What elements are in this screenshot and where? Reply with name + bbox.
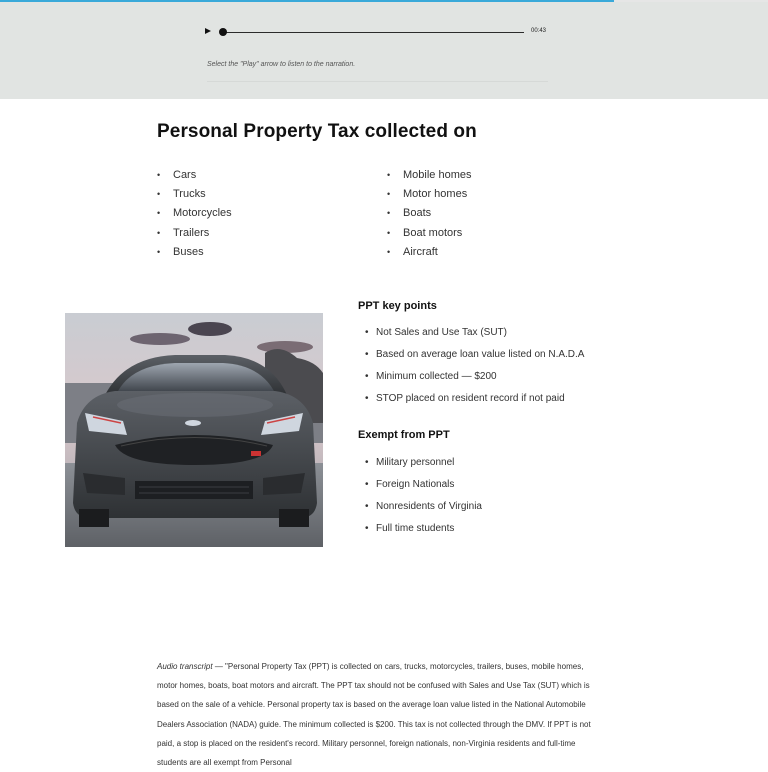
collected-list-left <box>157 166 232 262</box>
audio-seek-track[interactable] <box>222 32 524 33</box>
audio-seek-thumb[interactable] <box>219 28 227 36</box>
audio-transcript <box>157 657 597 772</box>
list-item: • Not Sales and Use Tax (SUT) <box>358 322 584 344</box>
page-title: Personal Property Tax collected on <box>157 121 477 142</box>
list-item: • Nonresidents of Virginia <box>358 496 482 518</box>
list-item: • Full time students <box>358 518 482 540</box>
list-item: • Aircraft <box>387 243 471 262</box>
collected-list-right <box>387 166 471 262</box>
exempt-heading: Exempt from PPT <box>358 429 450 441</box>
transcript-text: — "Personal Property Tax (PPT) is collected on cars, trucks, motorcycles, trailers, buses, mobile homes, motor homes, boats, boat motors and aircraft. The PPT tax should not be confused with Sales and Use Tax (SUT) which is based on the sale of a vehicle. Personal property tax is based on the average loan value listed in the National Automobile Dealers Association (NADA) guide. The minimum collected is $200. This tax is not collected through the DMV. If PPT is not paid, a stop is placed on the resident's record. Military personnel, foreign nationals, non-Virginia residents and full-time students are all exempt from Personal <box>157 662 591 768</box>
list-item: • Foreign Nationals <box>358 474 482 496</box>
key-points-heading: PPT key points <box>358 300 437 312</box>
list-item: • Motor homes <box>387 185 471 204</box>
list-item: • Mobile homes <box>387 166 471 185</box>
audio-player-panel <box>0 2 768 99</box>
list-item: • Military personnel <box>358 452 482 474</box>
list-item: • Trucks <box>157 185 232 204</box>
list-item: • STOP placed on resident record if not paid <box>358 388 584 410</box>
list-item: • Based on average loan value listed on N.A.D.A <box>358 344 584 366</box>
list-item: • Motorcycles <box>157 204 232 223</box>
exempt-list <box>358 452 482 540</box>
caption-divider <box>207 81 548 82</box>
list-item: • Buses <box>157 243 232 262</box>
audio-caption: Select the "Play" arrow to listen to the narration. <box>207 61 356 68</box>
play-icon[interactable] <box>205 28 211 34</box>
list-item: • Boat motors <box>387 224 471 243</box>
key-points-list <box>358 322 584 410</box>
car-photo <box>65 313 323 547</box>
audio-time: 00:43 <box>531 28 547 34</box>
list-item: • Boats <box>387 204 471 223</box>
list-item: • Minimum collected — $200 <box>358 366 584 388</box>
list-item: • Cars <box>157 166 232 185</box>
transcript-label: Audio transcript <box>157 662 213 671</box>
list-item: • Trailers <box>157 224 232 243</box>
